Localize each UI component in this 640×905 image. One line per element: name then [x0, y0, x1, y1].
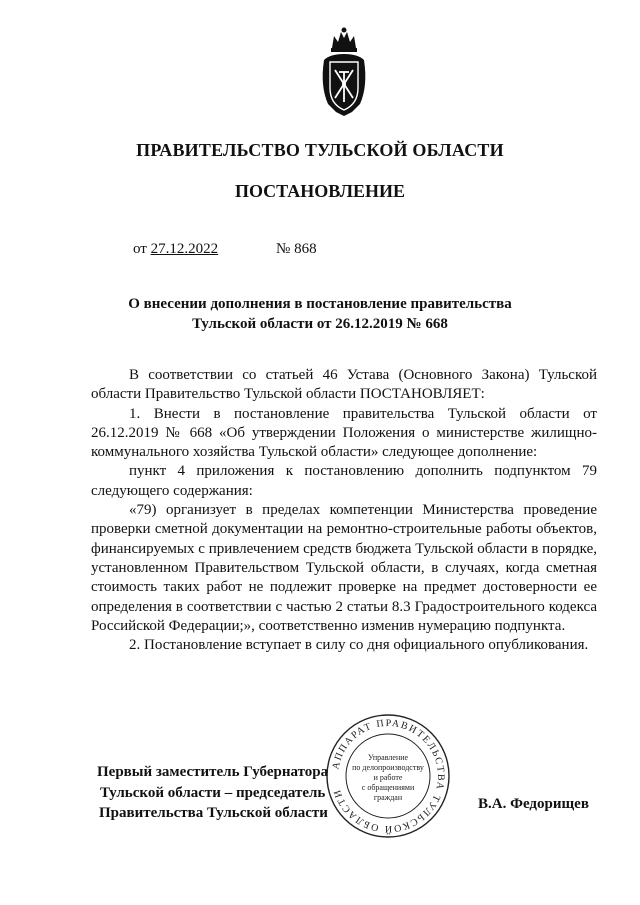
stamp-line-1: Управление [367, 753, 409, 762]
stamp-line-3: и работе [373, 773, 403, 782]
paragraph-item-1: 1. Внести в постановление правительства Тульской области от 26.12.2019 № 668 «Об утверждении Положения о министерстве жилищно-коммунального хозяйства Тульской области» следующее дополнение: [91, 405, 597, 461]
signer-position [97, 762, 328, 824]
stamp-line-5: граждан [373, 793, 403, 802]
document-subject [0, 294, 640, 334]
signer-name: В.А. Федорищев [478, 796, 589, 812]
signer-line-1: Первый заместитель Губернатора [97, 764, 329, 780]
subject-line-2: Тульской области от 26.12.2019 № 668 [192, 316, 448, 332]
date-prefix: от [133, 241, 147, 257]
paragraph-point-4: пункт 4 приложения к постановлению дополнить подпунктом 79 следующего содержания: [91, 463, 597, 499]
stamp-ring-text: АППАРАТ ПРАВИТЕЛЬСТВА ТУЛЬСКОЙ ОБЛАСТИ [330, 717, 447, 835]
paragraph-item-2: 2. Постановление вступает в силу со дня официального опубликования. [129, 637, 589, 654]
subject-line-1: О внесении дополнения в постановление правительства [128, 296, 512, 312]
paragraph-subpoint-79: «79) организует в пределах компетенции Министерства проведение проверки сметной документации на ремонтно-строительные работы объектов, финансируемых с привлечением средств бюджета Тульской области в порядке, установленном Правительством Тульской области, в случаях, когда сметная стоимость таких работ не подлежит проверке на предмет достоверности ее определения в соответствии с частью 2 статьи 8.3 Градостроительного кодекса Российской Федерации;», соответственно изменив нумерацию подпункта. [91, 502, 597, 634]
official-stamp [325, 713, 451, 839]
number-value: 868 [294, 241, 317, 257]
document-body [91, 366, 597, 655]
document-number [276, 241, 317, 258]
coat-of-arms-emblem [318, 26, 370, 118]
number-prefix: № [276, 241, 291, 257]
date-value: 27.12.2022 [150, 241, 219, 257]
paragraph-preamble: В соответствии со статьей 46 Устава (Основного Закона) Тульской области Правительство Тульской области ПОСТАНОВЛЯЕТ: [91, 367, 597, 403]
stamp-line-2: по делопроизводству [352, 763, 424, 772]
stamp-line-4: с обращениями [361, 783, 415, 792]
document-type: ПОСТАНОВЛЕНИЕ [234, 181, 406, 201]
signer-line-3: Правительства Тульской области [99, 805, 328, 821]
government-title: ПРАВИТЕЛЬСТВО ТУЛЬСКОЙ ОБЛАСТИ [136, 140, 504, 160]
document-date [133, 241, 218, 258]
signer-line-2: Тульской области – председатель [100, 784, 326, 801]
